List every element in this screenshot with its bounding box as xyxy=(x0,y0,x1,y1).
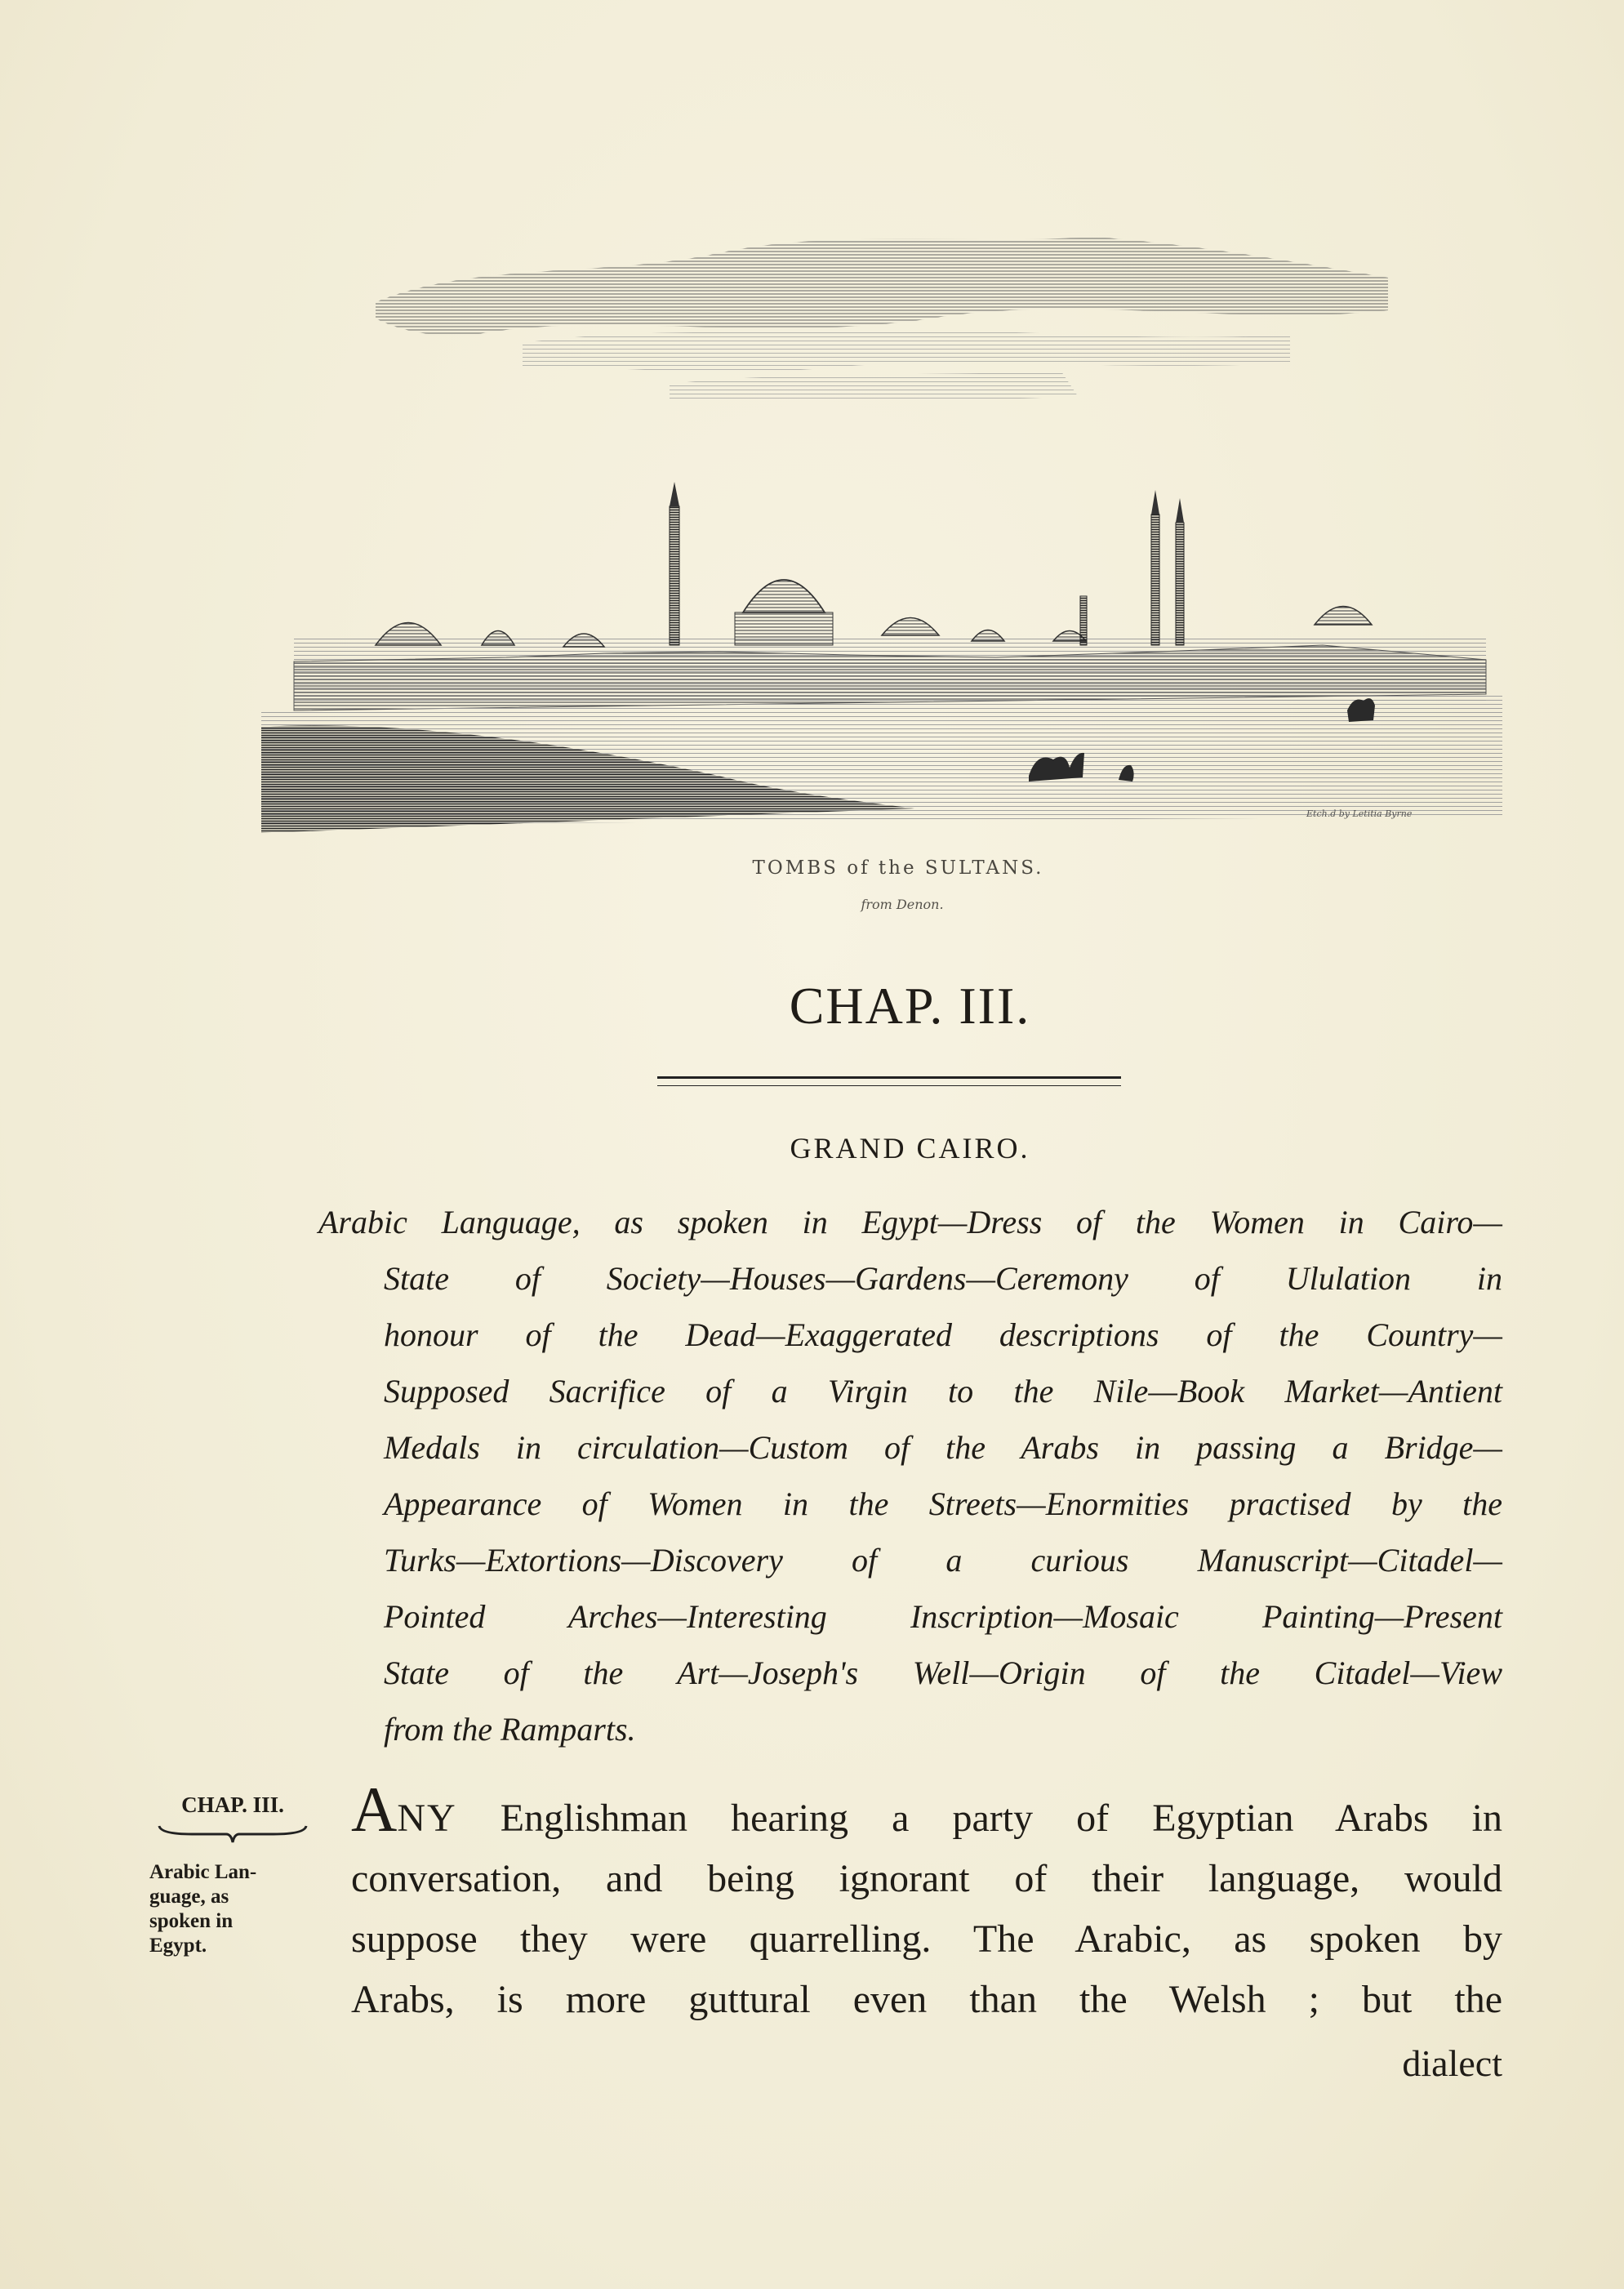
engraving-source: from Denon. xyxy=(861,897,944,912)
engraving-illustration xyxy=(261,188,1502,841)
summary-line: Turks—Extortions—Discovery of a curious Manuscript—Citadel— xyxy=(384,1542,1502,1579)
first-word-rest: NY xyxy=(397,1797,457,1840)
summary-line: State of Society—Houses—Gardens—Ceremony of Ululation in xyxy=(384,1260,1502,1297)
engraving-caption: TOMBS of the SULTANS. xyxy=(752,857,1044,879)
catchword: dialect xyxy=(1402,2042,1502,2084)
engraving-tombs-of-the-sultans xyxy=(261,188,1502,841)
summary-line: Supposed Sacrifice of a Virgin to the Nile—Book Market—Antient xyxy=(384,1373,1502,1409)
body-text xyxy=(351,1774,1502,2030)
body-line: Arabs, is more guttural even than the Welsh ; but the xyxy=(351,1978,1502,2021)
section-title: GRAND CAIRO. xyxy=(790,1132,1030,1165)
drop-cap: A xyxy=(351,1774,398,1845)
chapter-summary xyxy=(318,1194,1502,1757)
body-line xyxy=(351,1774,1502,1849)
summary-line: Pointed Arches—Interesting Inscription—Mosaic Painting—Present xyxy=(384,1598,1502,1635)
clouds xyxy=(376,237,1388,402)
body-line: conversation, and being ignorant of their language, would xyxy=(351,1857,1502,1900)
engraver-credit: Etch.d by Letitia Byrne xyxy=(1306,808,1413,819)
summary-line: from the Ramparts. xyxy=(384,1711,636,1748)
chapter-title: CHAP. III. xyxy=(789,977,1031,1035)
summary-line: Appearance of Women in the Streets—Enormities practised by the xyxy=(384,1485,1502,1522)
marginal-note xyxy=(149,1860,313,1958)
marginal-note-line: guage, as xyxy=(149,1886,229,1908)
summary-line: State of the Art—Joseph's Well—Origin of the Citadel—View xyxy=(384,1654,1502,1691)
marginal-note-line: Arabic Lan- xyxy=(149,1861,257,1883)
body-line: suppose they were quarrelling. The Arabic, as spoken by xyxy=(351,1917,1502,1961)
margin-chapter-heading: CHAP. III. xyxy=(181,1792,284,1817)
marginal-note-line: spoken in xyxy=(149,1910,234,1932)
city-skyline xyxy=(294,482,1486,710)
title-rule xyxy=(657,1076,1121,1086)
summary-line: Medals in circulation—Custom of the Arabs in passing a Bridge— xyxy=(384,1429,1502,1466)
summary-line: honour of the Dead—Exaggerated descriptions of the Country— xyxy=(384,1316,1502,1353)
marginal-note-line: Egypt. xyxy=(149,1935,207,1957)
summary-line: Arabic Language, as spoken in Egypt—Dress of the Women in Cairo— xyxy=(318,1204,1502,1240)
brace-ornament xyxy=(151,1823,314,1847)
body-line-rest: Englishman hearing a party of Egyptian Arabs in xyxy=(456,1797,1502,1840)
